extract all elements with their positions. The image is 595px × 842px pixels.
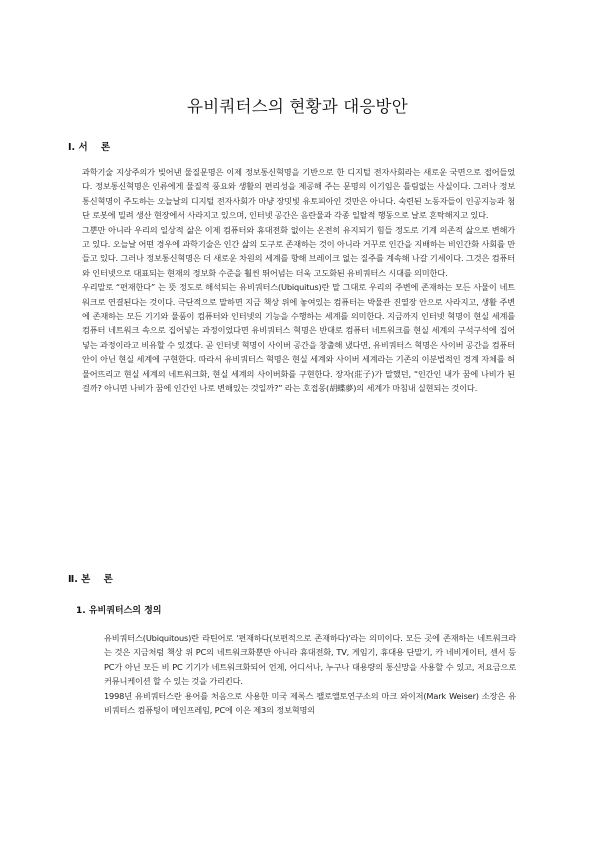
paragraph: 과학기술 지상주의가 빚어낸 물질문명은 이제 정보통신혁명을 기반으로 한 디지털 전자사회라는 새로운 국면으로 접어들었다. 정보통신혁명은 인류에게 물질적 풍요와 생활의 편리성을 제공해 주는 문명의 이기임은 틀림없는 사실이다. 그러나 정보통신혁명이 주도하는 오늘날의 디지털 전자사회가 마냥 장밋빛 유토피아인 것만은 아니다. 숙련된 노동자들이 인공지능과 첨단 로봇에 밀려 생산 현장에서 사라지고 있으며, 인터넷 공간은 음란물과 각종 일탈적 행동으로 날로 혼탁해지고 있다. — [82, 167, 515, 221]
definition-body — [104, 631, 516, 717]
section-heading-introduction: Ⅰ. 서 론 — [68, 142, 111, 153]
paragraph: 유비쿼터스(Ubiquitous)란 라틴어로 '편재하다(보편적으로 존재하다)'라는 의미이다. 모든 곳에 존재하는 네트워크라는 것은 지금처럼 책상 위 PC의 네트워크화뿐만 아니라 휴대전화, TV, 게임기, 휴대용 단말기, 카 네비게이터, 센서 등 PC가 아닌 모든 비 PC 기기가 네트워크화되어 언제, 어디서나, 누구나 대용량의 통신망을 사용할 수 있고, 저요금으로 커뮤니케이션 할 수 있는 것을 가리킨다. — [104, 633, 516, 687]
paragraph: 그뿐만 아니라 우리의 일상적 삶은 이제 컴퓨터와 휴대전화 없이는 온전히 유지되기 힘들 정도로 기계 의존적 삶으로 변해가고 있다. 오늘날 어떤 경우에 과학기술은 인간 삶의 도구로 존재하는 것이 아니라 거꾸로 인간을 지배하는 비인간화 사회를 만들고 있다. 그러나 정보통신혁명은 더 새로운 차원의 세계를 향해 브레이크 없는 질주를 계속해 나갈 기세이다. 그것은 컴퓨터와 인터넷으로 대표되는 현재의 정보화 수준을 훨씬 뛰어넘는 더욱 고도화된 유비쿼터스 시대를 의미한다. — [82, 224, 515, 278]
introduction-body — [82, 165, 515, 396]
document-title: 유비쿼터스의 현황과 대응방안 — [187, 97, 408, 116]
subsection-heading-definition: 1. 유비쿼터스의 정의 — [76, 606, 162, 616]
paragraph: 1998년 유비쿼터스란 용어를 처음으로 사용한 미국 제록스 팰로앨토연구소의 마크 와이저(Mark Weiser) 소장은 유비쿼터스 컴퓨팅이 메인프레임, PC에 이은 제3의 정보혁명의 — [104, 690, 516, 716]
section-heading-main-body: Ⅱ. 본 론 — [68, 574, 113, 585]
paragraph: 우리말로 “편재한다” 는 뜻 정도로 해석되는 유비쿼터스(Ubiquitus)란 말 그대로 우리의 주변에 존재하는 모든 사물이 네트워크로 연결된다는 것이다. 극단적으로 말하면 지금 책상 위에 놓여있는 컴퓨터는 박물관 진열장 안으로 사라지고, 생활 주변에 존재하는 모든 기기와 물품이 컴퓨터와 인터넷의 기능을 수행하는 세계를 의미한다. 지금까지 인터넷 혁명이 현실 세계를 컴퓨터 네트워크 속으로 집어넣는 과정이었다면 유비쿼터스 혁명은 반대로 컴퓨터 네트워크를 현실 세계의 구석구석에 집어넣는 과정이라고 비유할 수 있겠다. 곧 인터넷 혁명이 사이버 공간을 창출해 냈다면, 유비쿼터스 혁명은 사이버 공간을 컴퓨터 안이 아닌 현실 세계에 구현한다. 따라서 유비쿼터스 혁명은 현실 세계와 사이버 세계라는 기존의 이분법적인 경계 자체를 허물어뜨리고 현실 세계의 네트워크화, 현실 세계의 사이버화를 구현한다. 장자(莊子)가 말했던, “인간인 내가 꿈에 나비가 된 걸까? 아니면 나비가 꿈에 인간인 나로 변해있는 것일까?” 라는 호접몽(胡蝶夢)의 세계가 마침내 실현되는 것이다. — [82, 282, 515, 394]
